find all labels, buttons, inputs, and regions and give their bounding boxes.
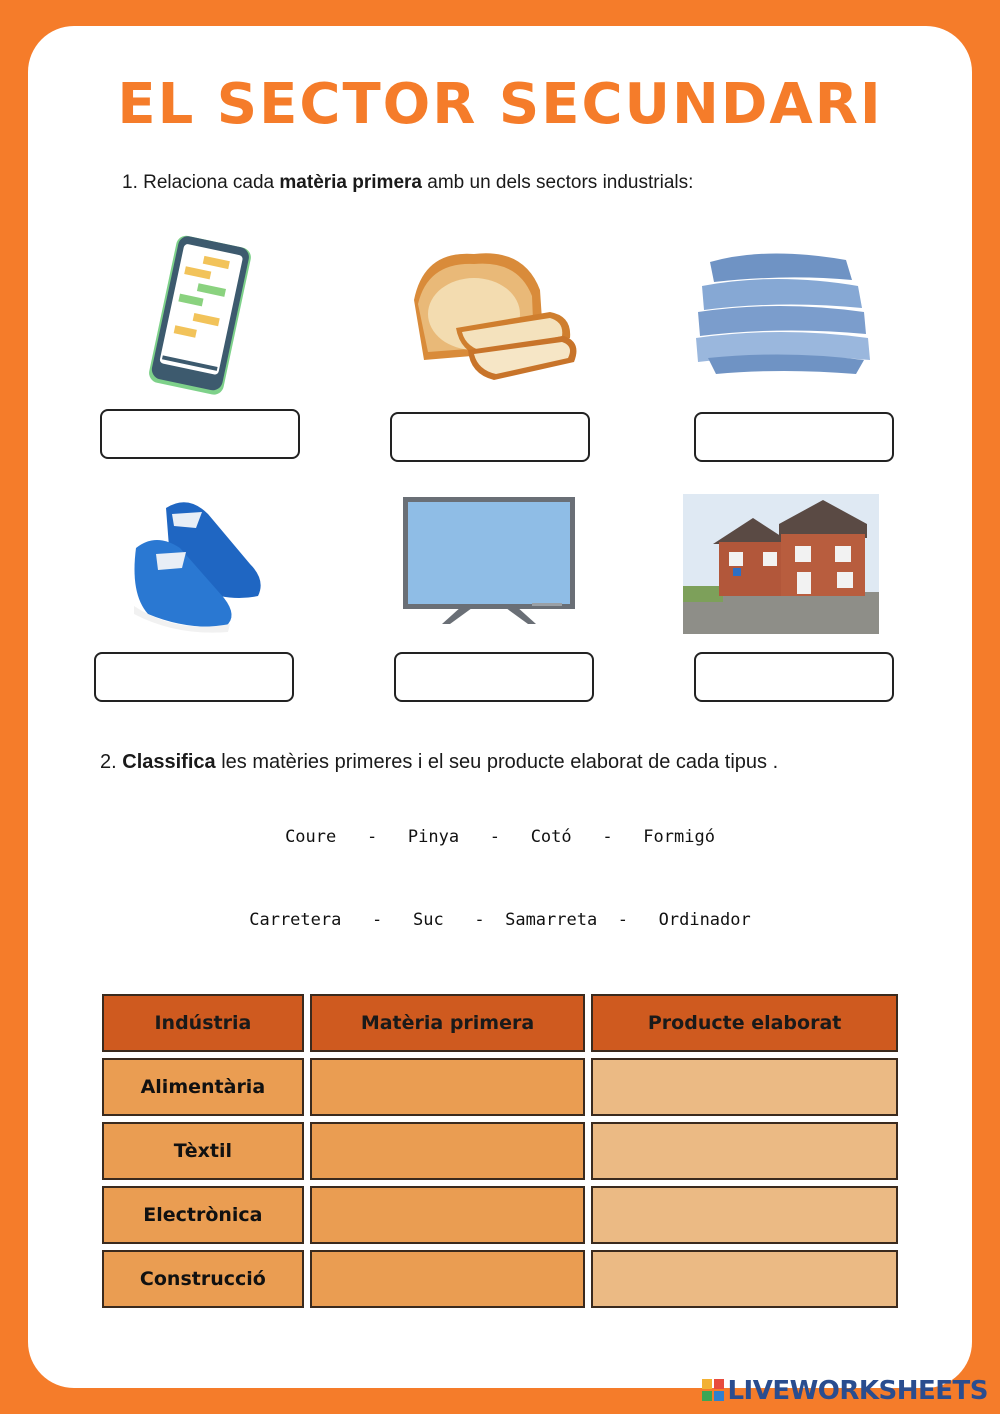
logo-text: LIVEWORKSHEETS: [727, 1376, 988, 1406]
answer-box-3[interactable]: [694, 412, 894, 462]
question-1-number: 1.: [122, 172, 138, 193]
question-1-pre: Relaciona cada: [143, 172, 275, 193]
classification-table: [96, 988, 904, 1314]
answer-box-4[interactable]: [94, 652, 294, 702]
answer-box-1[interactable]: [100, 409, 300, 459]
question-2-bold: Classifica: [122, 751, 216, 773]
raw-material-cell[interactable]: [310, 1186, 585, 1244]
table-row: [102, 1250, 898, 1308]
product-cell[interactable]: [591, 1250, 898, 1308]
raw-material-cell[interactable]: [310, 1250, 585, 1308]
table-row: [102, 1122, 898, 1180]
table-row: [102, 1186, 898, 1244]
industry-label: Alimentària: [102, 1058, 304, 1116]
bread-icon: [404, 240, 582, 390]
industry-label: Tèxtil: [102, 1122, 304, 1180]
industry-label: Electrònica: [102, 1186, 304, 1244]
raw-material-cell[interactable]: [310, 1122, 585, 1180]
table-header: Indústria: [102, 994, 304, 1052]
liveworksheets-logo: [702, 1376, 988, 1406]
table-header-row: [102, 994, 898, 1052]
product-cell[interactable]: [591, 1058, 898, 1116]
liveworksheets-logo-icon: [702, 1379, 724, 1401]
word-bank-row-1: Coure - Pinya - Cotó - Formigó: [285, 827, 715, 847]
answer-box-5[interactable]: [394, 652, 594, 702]
table-header: Producte elaborat: [591, 994, 898, 1052]
page-title: EL SECTOR SECUNDARI: [117, 72, 883, 137]
jeans-icon: [686, 246, 876, 378]
answer-box-2[interactable]: [390, 412, 590, 462]
word-bank-row-2: Carretera - Suc - Samarreta - Ordinador: [249, 910, 751, 930]
question-2-number: 2.: [100, 751, 117, 773]
question-1: [122, 172, 693, 194]
question-1-post: amb un dels sectors industrials:: [427, 172, 694, 193]
question-2: [100, 751, 778, 774]
question-1-bold: matèria primera: [279, 172, 422, 193]
product-cell[interactable]: [591, 1122, 898, 1180]
table-header: Matèria primera: [310, 994, 585, 1052]
answer-box-6[interactable]: [694, 652, 894, 702]
question-2-post: les matèries primeres i el seu producte elaborat de cada tipus .: [221, 751, 779, 773]
raw-material-cell[interactable]: [310, 1058, 585, 1116]
monitor-icon: [402, 496, 576, 626]
product-cell[interactable]: [591, 1186, 898, 1244]
industry-label: Construcció: [102, 1250, 304, 1308]
shoes-icon: [126, 484, 266, 634]
houses-icon: [683, 494, 879, 634]
table-row: [102, 1058, 898, 1116]
smartphone-icon: [134, 234, 264, 396]
